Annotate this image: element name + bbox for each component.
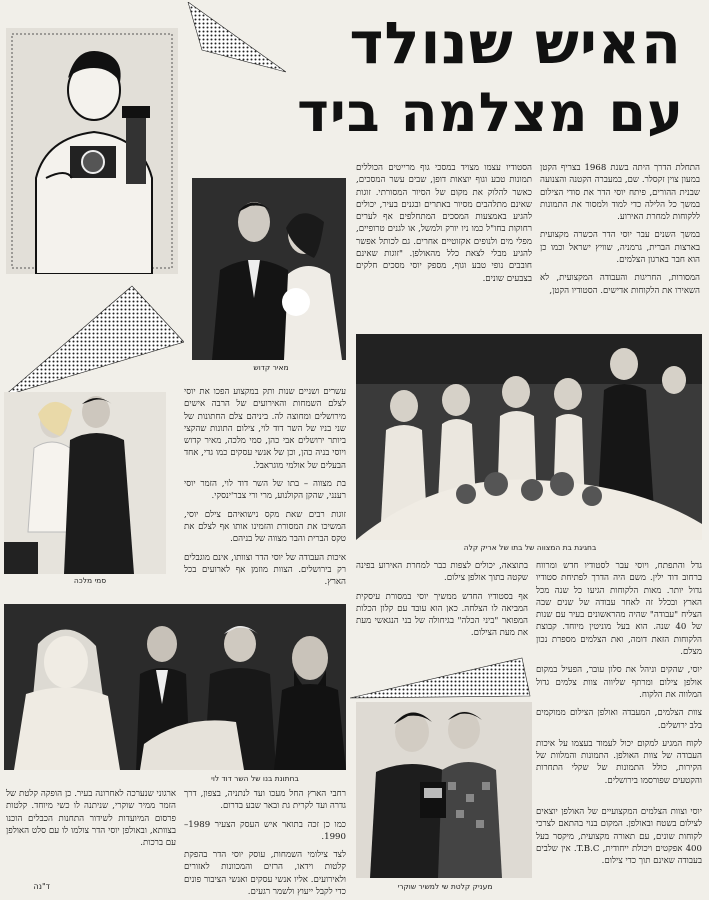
article-column-right-mid (536, 560, 702, 798)
photo-caption: מעניק קלטת שי למשיר שוקרי (397, 882, 493, 891)
bat-mitzvah-photo (356, 334, 702, 540)
triangle-pattern-icon (186, 2, 286, 82)
paragraph: איכות העבודה של יוסי הדר וצוותו, אינם מוגבלים רק בירושלים. הצוות מוזמן אף לארועים בכל הארץ. (184, 552, 346, 588)
paragraph: התחלת הדרך היתה בשנת 1968 בצריף הקטן במעון צוין זקסלר. שם, במעברה הקטנה והצנועה שבנית ההורים, פיתח יוסי הדר את סודי הצילום במשך כל הלילה כדי למוד ולמסור את התמונות ללקוחות למחרת האירוע. (540, 163, 700, 223)
photo-caption: בחתונת בנו של השר דוד לוי (211, 774, 299, 783)
author-signature: ד"נה (33, 882, 50, 891)
paragraph: יוסי, שהקים וניהל את סלון עובר, הפעיל במקום אולפן צילום ומרתף שליווה צוות צלמים גדול המלווה את הלקוח. (536, 665, 702, 700)
headline-line2: עם מצלמה ביד (297, 81, 684, 144)
photo-caption: סמי מלכה (73, 576, 107, 585)
couple-photo-left (4, 392, 166, 574)
paragraph: רחבי הארץ החל מעכו ועד לנתניה, בצפון, דרך גדרה ועד לקרית גת ובאר שבע בדרום. (184, 789, 346, 812)
paragraph: לקוח המגיע למקום יכול לעמוד בעצמו על איכות העבודה של צוות האולפן. התמונות והמלוות של הקירות, כולל התמונות של שקלי התחרות והקטעים שפורסמו בירושלים. (536, 738, 702, 786)
photo-caption: בחגיגת בת המצווה של בתו של אריק קלה (463, 543, 597, 552)
headline-line1: האיש שנולד (349, 9, 682, 77)
article-column-right-top (540, 162, 700, 334)
paragraph: יוסי וצוות הצלמים המקצועיים של האולפן יוצאים לצילום בשטח ובאולפן. המקום בנוי בהתאם לצרכי לקוחות שונים, עם תאורה מקצועית, מיקסר בעל 400 אפקטים ויכולת ייחודית, T.B.C. אין שלבים בעבודה שאינם תוך כדי צילום. (536, 807, 702, 867)
paragraph: המסורות, החריגות והעבודה המקצועית, לא השאירו את הלקוחות אדישים. הסטודיו הקטן, (540, 273, 700, 296)
paragraph: צוות הצלמים, המעבדה ואולפן הצילום ממוקמים בלב ירושלים. (536, 708, 702, 731)
tape-presentation-photo (356, 702, 532, 878)
article-column-bottom-left (6, 788, 176, 872)
paragraph: במשך השנים עבר יוסי הדר הכשרה מקצועית בארצות הברית, גרמניה, שוויץ ישראל וכמו כן הוא חבר בארגון הצלמים. (540, 230, 700, 266)
paragraph: ארגוני שנערכה לאחרונה בעיר. כן הופקה קלטת של הזמר ממיר שוקרי, שניתנה לו כשי מיוחד. קלטות פרסום המיועדות לשידור התחנות הכבלים הוכנו בצוותא, ובאולפן יוסי הדר צולמו לו עם סלט האולפן עם ברכות. (6, 789, 176, 849)
photo-caption: מאיר קדוש (253, 363, 289, 372)
article-column-middle-mid (184, 386, 346, 598)
article-column-bottom-mid (356, 560, 528, 652)
article-column-bottom-center (184, 788, 346, 896)
article-column-right-bottom (536, 806, 702, 896)
paragraph: זוגות רבים שאת מקס נישואיהם צילם יוסי, המשיכו את המסורת והזמינו אותו אף לצלם את טקס הברית והבר מצווה של בניהם. (184, 509, 346, 545)
photographer-portrait (6, 28, 178, 274)
couple-photo-top (192, 178, 346, 360)
paragraph: לצד צילומי השמחות, עוסק יוסי הדר בהפקת קלטות וידאו, הרזים והמכוונות לאזורים ולאירועים. אליו אנשי עסקים ואנשי הציבור פונים כדי לקבל ייעוץ ולשמר רגעים. (184, 850, 346, 896)
paragraph: אף בסטודיו החדש ממשיך יוסי במסורת עיסקית המביאה לו הצלחה. כאן הוא עובד עם קלון הכלות המפואר "ביני הכלה" בגיחולה של בני הנגאשי מעת את מעת הצילום. (356, 591, 528, 639)
paragraph: בת מצווה – בתו של השר דוד לוי, הזמר יוסי רענני, שהקן הקולנוע, מרי ורי צבר'ינסקי. (184, 479, 346, 502)
wedding-photo-bottom (4, 604, 346, 770)
paragraph: עשרים ושניים שנות ותק במקצוע הפכו את יוסי לצלם השמחות והאירועים של הרבה אישים מירושלים ומחוצה לה. ביניהם צלם החתונות של שני בניו של השר דוד לוי, צילום התונות שהקצי ביותר ירושלים אבי כהן, סמי מלכה, מאיר קדוש ויוסי בניה כהן, וכן של אנשי עסקים כמו גדי, אחד הבעלים של אולמי מוגראבל. (184, 387, 346, 471)
article-column-middle-top (356, 162, 532, 330)
paragraph: בתוצאה, יכולים לצפות כבר למחרת האירוע בפינה שקטה בתוך אולפן צילום. (356, 561, 528, 584)
triangle-pattern-icon (4, 284, 184, 399)
triangle-pattern-icon (350, 656, 535, 701)
paragraph: כמו כן זכה בתואר איש העסק הצעיר 1989–1990. (184, 819, 346, 842)
paragraph: הסטודיו עצמו מצויד במסכי גוף מרייטים הכוללים תמונות טבע וגוף יוצאות דופן, שבים עשר המסכים, כאשר להלוק את מקום של הסיור המסורתי. זוגות שאינם מתלהבים מסיור באתרים ובגנים בעיר, יכולים להגיע באמצעות המסכים המתחלפים אף לערים רחוקות בחו"ל כמו ניו יורק ולמשל, או לגנים טרופיים, מפלי מים ולנופים אקזוטיים אחרים. גם לכותל אפשר להגיע מבלי לצאת כלל מהאולפן. "זוגות שאינם חובבים נופי טבע וגוף, מספק יוסי מסכים חלקים בצבעים שונים. (356, 163, 532, 284)
paragraph: גדל והתפתח, ויוסי עבר לסטודיו חדש ומרווח ברחוב דוד ילין. משם היה הדרך לפתיחת סטודיו גדול יותר. מאות הלקוחות הגיעו כל שנה מכל הארץ ובכלל זה לאחר עבודה של שנים שבה הצליח "עבודה" שהיה מהראשונים בעיר עם שנות של 40 שנה. הוא בעל מוניטין מיוחד. קבוצת הלקוחות הזאת דומה, ואת הצלמים מספרת נכון מצלם. (536, 561, 702, 658)
